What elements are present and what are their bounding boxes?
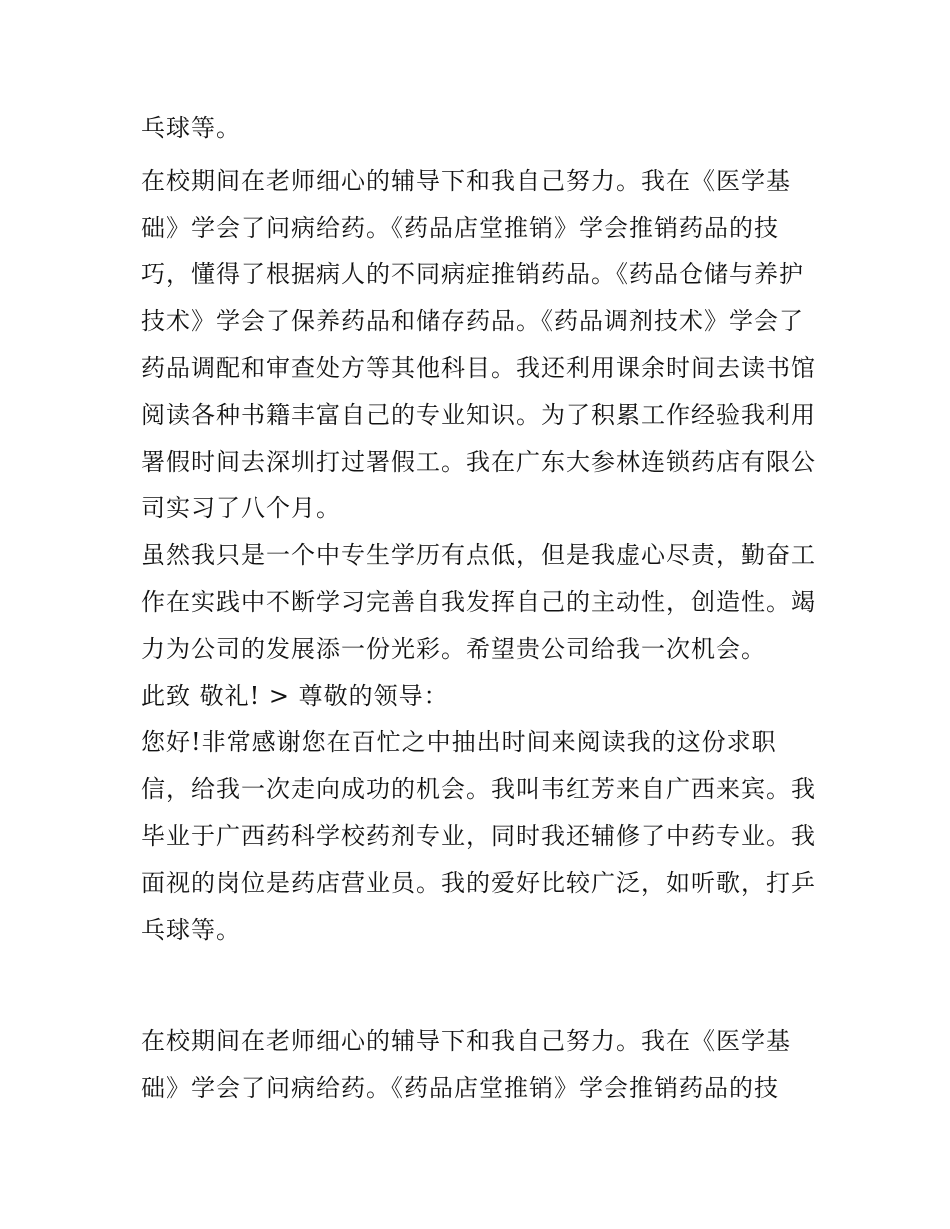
text-line-2: 在校期间在老师细心的辅导下和我自己努力。我在《医学基 [141, 167, 791, 195]
text-line-15: 信，给我一次走向成功的机会。我叫韦红芳来自广西来宾。我 [141, 775, 816, 803]
text-line-4: 巧，懂得了根据病人的不同病症推销药品。《药品仓储与养护 [141, 260, 804, 288]
text-line-17: 面视的岗位是药店营业员。我的爱好比较广泛，如听歌，打乒 [141, 869, 816, 897]
text-line-13: 此致 敬礼! > 尊敬的领导： [141, 682, 449, 710]
text-line-12: 力为公司的发展添一份光彩。希望贵公司给我一次机会。 [141, 635, 766, 663]
text-line-11: 作在实践中不断学习完善自我发挥自己的主动性，创造性。竭 [141, 588, 816, 616]
text-line-9: 司实习了八个月。 [141, 494, 341, 522]
text-line-3: 础》学会了问病给药。《药品店堂推销》学会推销药品的技 [141, 214, 779, 242]
text-line-8: 署假时间去深圳打过署假工。我在广东大参林连锁药店有限公 [141, 448, 816, 476]
text-line-7: 阅读各种书籍丰富自己的专业知识。为了积累工作经验我利用 [141, 401, 816, 429]
text-line-18: 乓球等。 [141, 916, 241, 944]
text-line-1: 乓球等。 [141, 114, 241, 142]
text-line-16: 毕业于广西药科学校药剂专业，同时我还辅修了中药专业。我 [141, 822, 816, 850]
text-line-6: 药品调配和审查处方等其他科目。我还利用课余时间去读书馆 [141, 354, 816, 382]
text-line-10: 虽然我只是一个中专生学历有点低，但是我虚心尽责，勤奋工 [141, 541, 816, 569]
text-line-20: 础》学会了问病给药。《药品店堂推销》学会推销药品的技 [141, 1074, 779, 1102]
text-line-14: 您好!非常感谢您在百忙之中抽出时间来阅读我的这份求职 [141, 728, 777, 756]
text-line-5: 技术》学会了保养药品和储存药品。《药品调剂技术》学会了 [141, 307, 804, 335]
text-line-19: 在校期间在老师细心的辅导下和我自己努力。我在《医学基 [141, 1027, 791, 1055]
